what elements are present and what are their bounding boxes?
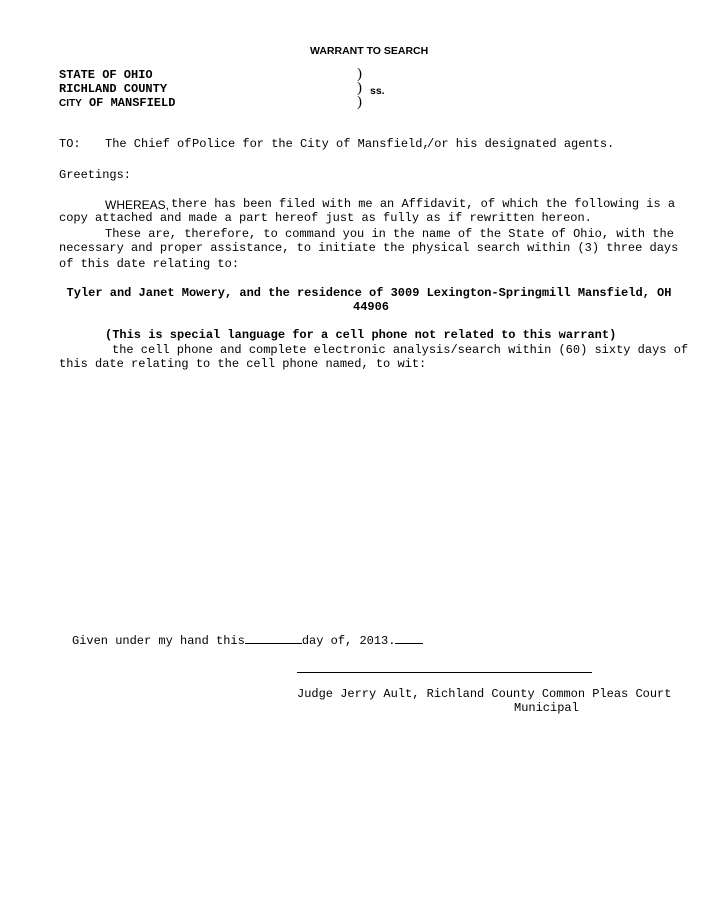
signature-name: Judge Jerry Ault, Richland County Common Pleas Court: [297, 687, 672, 701]
given-line: [72, 633, 423, 648]
caption-paren-2: ): [357, 80, 362, 96]
special-line1: the cell phone and complete electronic analysis/search within (60) sixty days of: [112, 343, 689, 357]
command-line1: These are, therefore, to command you in the name of the State of Ohio, with the: [105, 227, 674, 241]
command-line3: of this date relating to:: [59, 257, 240, 271]
subject-line2: 44906: [353, 300, 390, 314]
special-note: (This is special language for a cell phone not related to this warrant): [105, 328, 617, 342]
whereas-line2: copy attached and made a part hereof just as fully as if rewritten hereon.: [59, 211, 592, 225]
greetings: Greetings:: [59, 168, 132, 182]
caption-ss: ss.: [370, 85, 385, 97]
caption-county: RICHLAND COUNTY: [59, 82, 168, 96]
special-line2: this date relating to the cell phone named, to wit:: [59, 357, 427, 371]
caption-city-prefix: CITY: [59, 98, 82, 109]
whereas-lead: WHEREAS,: [105, 198, 170, 212]
to-label: TO:: [59, 137, 81, 151]
whereas-rest: there has been filed with me an Affidavit, of which the following is a: [171, 197, 676, 211]
signature-court: Municipal: [514, 701, 579, 715]
caption-city-rest: OF MANSFIELD: [81, 96, 176, 110]
to-text-b: Police for the City of Mansfield,: [192, 137, 430, 151]
signature-line: [297, 672, 592, 673]
document-title: WARRANT TO SEARCH: [310, 45, 429, 57]
caption-city: [59, 96, 175, 111]
caption-paren-3: ): [357, 94, 362, 110]
to-text-a: The Chief of: [105, 137, 192, 151]
caption-paren-1: ): [357, 66, 362, 82]
command-line2: necessary and proper assistance, to initiate the physical search within (3) three days: [59, 241, 679, 255]
day-blank: [245, 633, 302, 644]
given-middle: day of, 2013.: [301, 634, 396, 648]
given-prefix: Given under my hand this: [72, 634, 245, 648]
subject-line1: Tyler and Janet Mowery, and the residence of 3009 Lexington-Springmill Mansfield, OH: [66, 286, 672, 300]
year-blank: [395, 633, 423, 644]
caption-state: STATE OF OHIO: [59, 68, 153, 82]
to-text-c: /or his designated agents.: [427, 137, 615, 151]
